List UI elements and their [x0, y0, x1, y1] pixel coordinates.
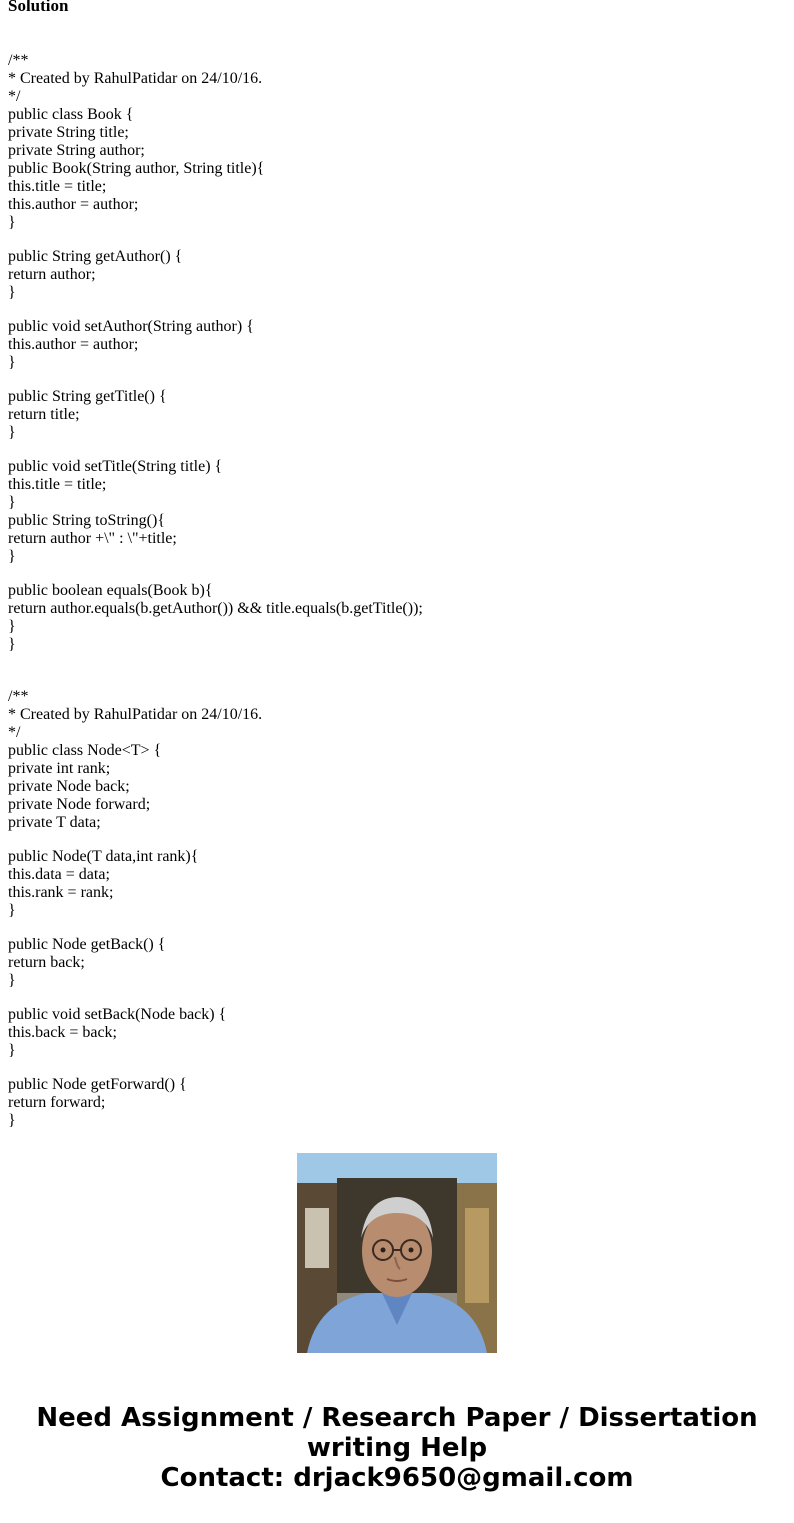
code-line: }: [8, 548, 16, 565]
code-line: }: [8, 1042, 16, 1059]
code-line: public String getAuthor() {: [8, 248, 183, 265]
code-line: this.back = back;: [8, 1024, 117, 1041]
code-line: this.author = author;: [8, 196, 139, 213]
code-line: return author.equals(b.getAuthor()) && title.equals(b.getTitle());: [8, 600, 423, 617]
code-line: return author +\" : \"+title;: [8, 530, 177, 547]
code-line: public String toString(){: [8, 512, 166, 529]
promo-line-2: writing Help: [306, 1433, 488, 1463]
code-line: /**: [8, 52, 29, 69]
code-line: this.title = title;: [8, 476, 107, 493]
author-avatar: [297, 1153, 497, 1353]
code-line: }: [8, 636, 16, 653]
code-line: private Node back;: [8, 778, 130, 795]
code-line: public Node getBack() {: [8, 936, 166, 953]
code-line: }: [8, 618, 16, 635]
code-line: public Book(String author, String title){: [8, 160, 265, 177]
code-line: /**: [8, 688, 29, 705]
code-line: [8, 920, 788, 936]
code-line: public void setAuthor(String author) {: [8, 318, 254, 335]
solution-heading: Solution: [8, 0, 69, 15]
code-line: private Node forward;: [8, 796, 151, 813]
code-line: return title;: [8, 406, 80, 423]
author-photo-icon: [297, 1153, 497, 1353]
code-line: private T data;: [8, 814, 101, 831]
code-line: }: [8, 354, 16, 371]
code-line: }: [8, 1112, 16, 1129]
code-line: * Created by RahulPatidar on 24/10/16.: [8, 706, 263, 723]
code-line: this.author = author;: [8, 336, 139, 353]
code-listing: [8, 52, 788, 1129]
code-line: }: [8, 902, 16, 919]
code-line: private String author;: [8, 142, 145, 159]
code-line: public Node(T data,int rank){: [8, 848, 199, 865]
code-line: return back;: [8, 954, 85, 971]
code-line: [8, 832, 788, 848]
promo-banner: [0, 1403, 794, 1493]
code-line: [8, 302, 788, 318]
code-line: [8, 654, 788, 688]
code-line: public class Node<T> {: [8, 742, 162, 759]
code-line: }: [8, 972, 16, 989]
code-line: [8, 1060, 788, 1076]
code-line: [8, 990, 788, 1006]
code-line: private int rank;: [8, 760, 111, 777]
code-line: public void setTitle(String title) {: [8, 458, 223, 475]
promo-contact-line: Contact: drjack9650@gmail.com: [160, 1463, 634, 1493]
code-line: }: [8, 284, 16, 301]
code-line: return author;: [8, 266, 96, 283]
code-line: this.data = data;: [8, 866, 110, 883]
code-line: public String getTitle() {: [8, 388, 167, 405]
promo-line-1: Need Assignment / Research Paper / Dissertation: [36, 1403, 758, 1433]
code-line: private String title;: [8, 124, 129, 141]
code-line: [8, 566, 788, 582]
code-line: public class Book {: [8, 106, 134, 123]
code-line: public Node getForward() {: [8, 1076, 187, 1093]
code-line: */: [8, 724, 21, 741]
code-line: return forward;: [8, 1094, 106, 1111]
code-line: this.title = title;: [8, 178, 107, 195]
code-line: }: [8, 424, 16, 441]
code-line: this.rank = rank;: [8, 884, 114, 901]
code-line: public void setBack(Node back) {: [8, 1006, 227, 1023]
code-line: * Created by RahulPatidar on 24/10/16.: [8, 70, 263, 87]
code-line: [8, 442, 788, 458]
code-line: [8, 232, 788, 248]
code-line: }: [8, 214, 16, 231]
code-line: */: [8, 88, 21, 105]
code-line: [8, 372, 788, 388]
code-line: }: [8, 494, 16, 511]
code-line: public boolean equals(Book b){: [8, 582, 213, 599]
